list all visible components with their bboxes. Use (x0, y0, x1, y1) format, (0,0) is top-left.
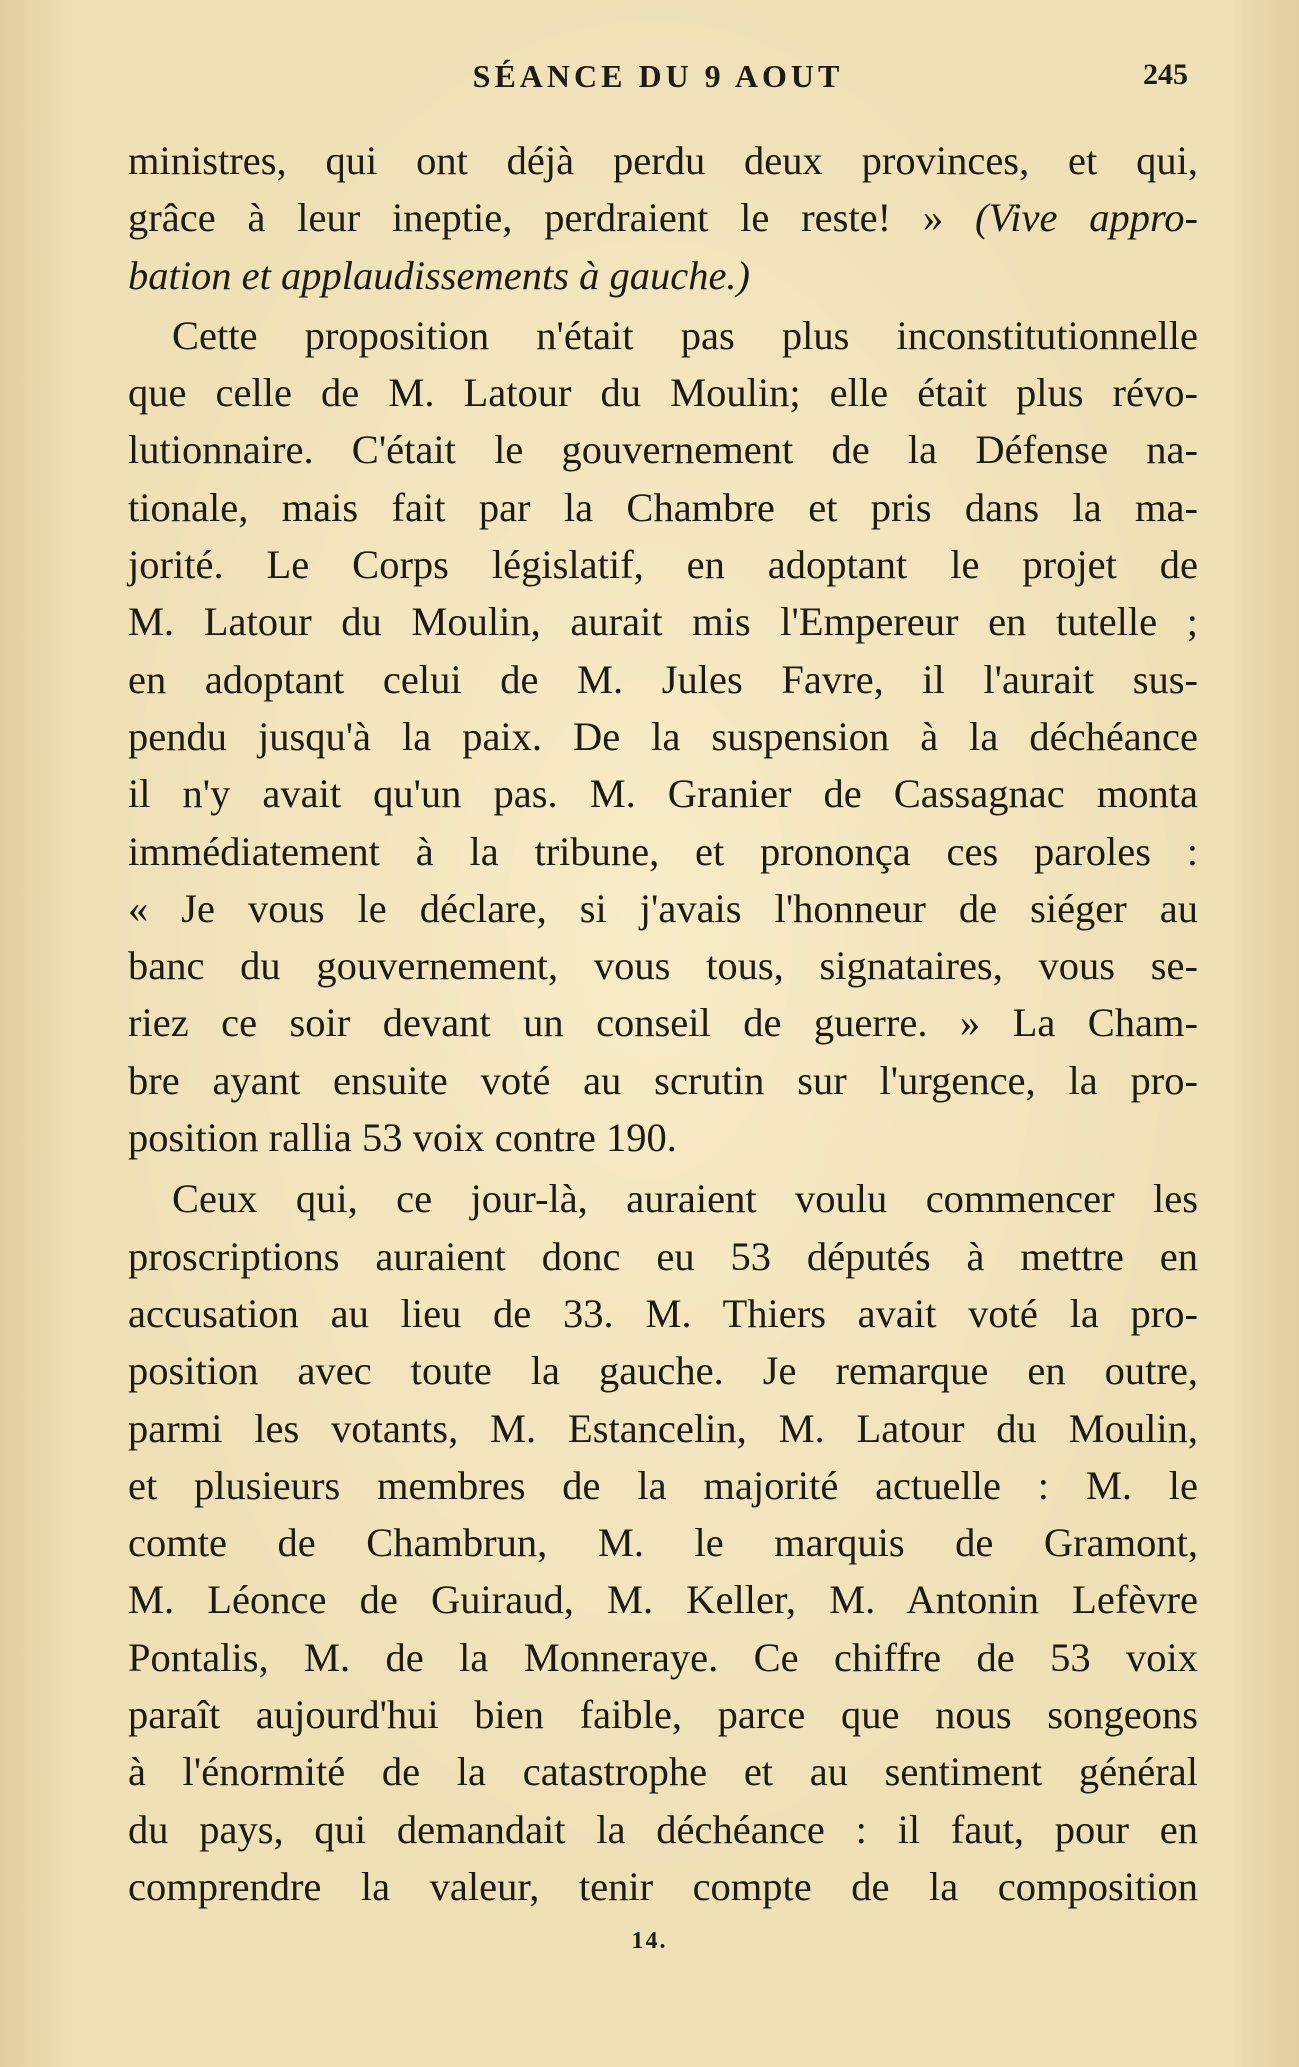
text-line: comprendre la valeur, tenir compte de la composition (128, 1863, 1198, 1909)
page-number: 245 (1143, 58, 1188, 91)
text-line: M. Léonce de Guiraud, M. Keller, M. Antonin Lefèvre (128, 1577, 1198, 1623)
paragraph-3 (128, 1170, 1198, 1915)
text-line: tionale, mais fait par la Chambre et pris dans la ma- (128, 484, 1198, 530)
text-line: position rallia 53 voix contre 190. (128, 1115, 677, 1161)
paragraph-2 (128, 307, 1198, 1166)
italic-text: (Vive appro- (975, 195, 1198, 241)
text-line: du pays, qui demandait la déchéance : il faut, pour en (128, 1806, 1198, 1852)
text-line: et plusieurs membres de la majorité actuelle : M. le (128, 1462, 1198, 1508)
text-line: Cette proposition n'était pas plus inconstitutionnelle (172, 312, 1198, 358)
text-line: Pontalis, M. de la Monneraye. Ce chiffre de 53 voix (128, 1634, 1198, 1680)
text-line: il n'y avait qu'un pas. M. Granier de Cassagnac monta (128, 771, 1198, 817)
text-line: pendu jusqu'à la paix. De la suspension à la déchéance (128, 713, 1198, 759)
text-line: jorité. Le Corps législatif, en adoptant le projet de (128, 542, 1198, 588)
text-line: Ceux qui, ce jour-là, auraient voulu commencer les (172, 1176, 1198, 1222)
text-line: lutionnaire. C'était le gouvernement de la Défense na- (128, 427, 1198, 473)
text-line: bre ayant ensuite voté au scrutin sur l'urgence, la pro- (128, 1057, 1198, 1103)
body-text (128, 132, 1198, 1915)
page-header (128, 58, 1188, 102)
text-line: parmi les votants, M. Estancelin, M. Latour du Moulin, (128, 1405, 1198, 1451)
text-line: position avec toute la gauche. Je remarque en outre, (128, 1348, 1198, 1394)
text-line: paraît aujourd'hui bien faible, parce que nous songeons (128, 1692, 1198, 1738)
text-line: ministres, qui ont déjà perdu deux provinces, et qui, (128, 138, 1198, 183)
text-line (128, 189, 1198, 246)
paragraph-1 (128, 132, 1198, 304)
text-line: proscriptions auraient donc eu 53 députés à mettre en (128, 1233, 1198, 1279)
text-line: « Je vous le déclare, si j'avais l'honneur de siéger au (128, 885, 1198, 931)
text-line (128, 247, 1198, 304)
text-line: banc du gouvernement, vous tous, signataires, vous se- (128, 943, 1198, 989)
text-line: à l'énormité de la catastrophe et au sentiment général (128, 1749, 1198, 1795)
text-line: riez ce soir devant un conseil de guerre. » La Cham- (128, 1000, 1198, 1046)
text-line: en adoptant celui de M. Jules Favre, il l'aurait sus- (128, 656, 1198, 702)
italic-text: bation et applaudissements à gauche.) (128, 252, 751, 298)
text-segment: grâce à leur ineptie, perdraient le reste! » (128, 195, 976, 241)
text-line: M. Latour du Moulin, aurait mis l'Empereur en tutelle ; (128, 599, 1198, 645)
text-line: que celle de M. Latour du Moulin; elle était plus révo- (128, 370, 1198, 416)
signature-mark: 14. (631, 1928, 668, 1954)
text-line: comte de Chambrun, M. le marquis de Gramont, (128, 1520, 1198, 1566)
text-line: accusation au lieu de 33. M. Thiers avait voté la pro- (128, 1290, 1198, 1336)
running-head: SÉANCE DU 9 AOUT (472, 58, 844, 94)
text-line: immédiatement à la tribune, et prononça ces paroles : (128, 828, 1198, 874)
